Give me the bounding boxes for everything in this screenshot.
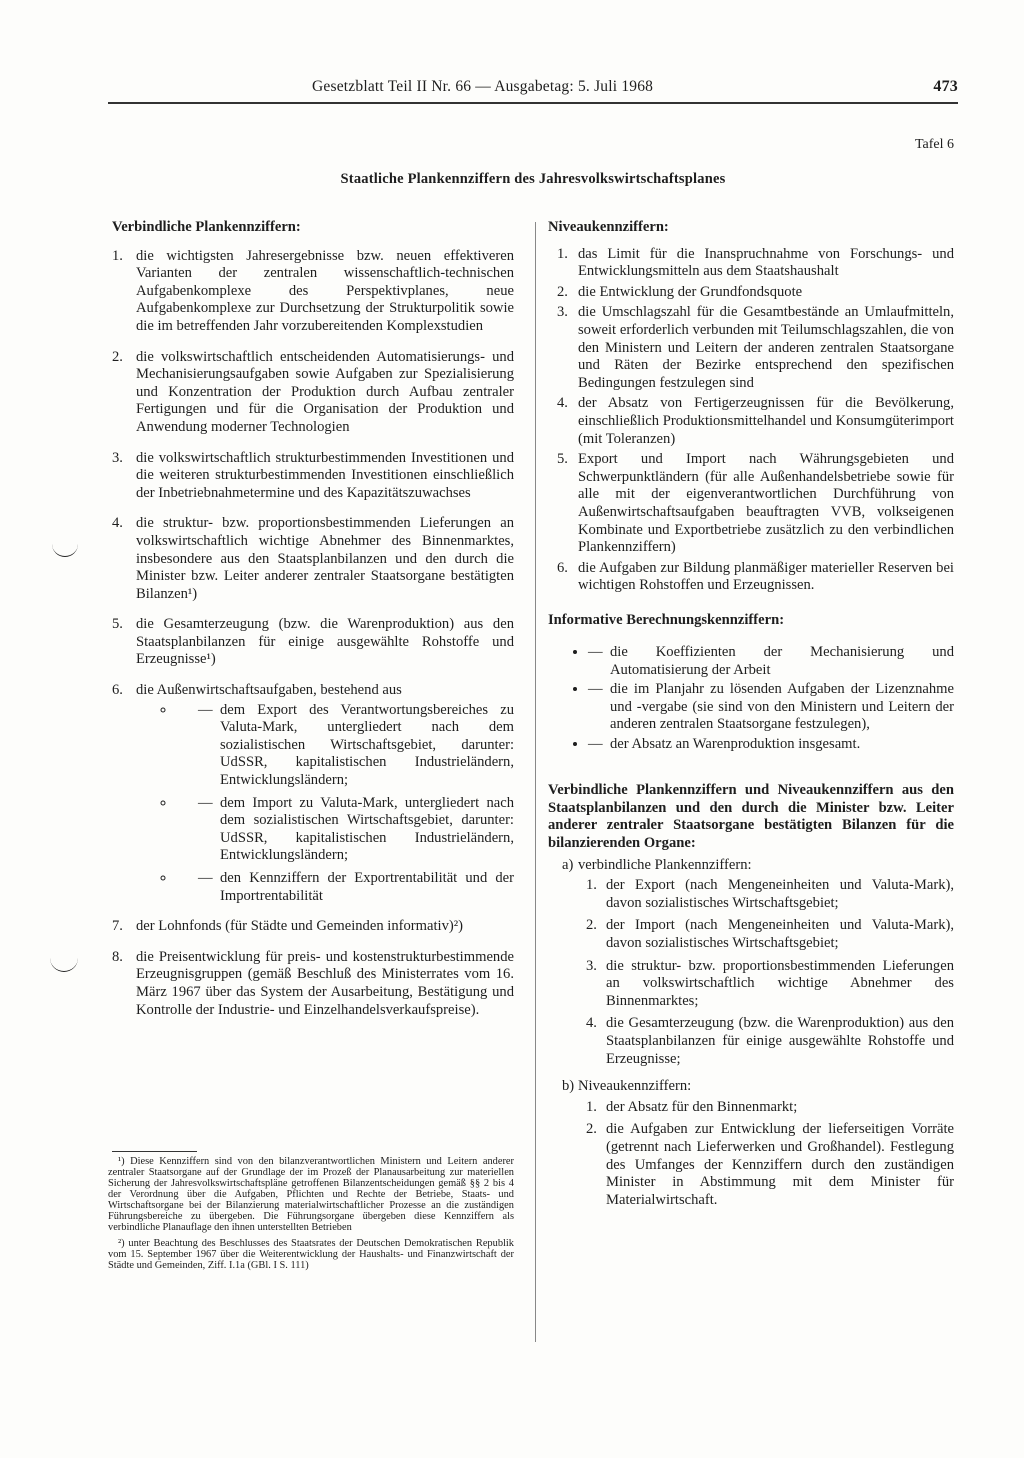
list-item	[588, 681, 954, 734]
section-heading: Verbindliche Plankennziffern und Niveaukennziffern aus den Staatsplanbilanzen und den durch die Minister bzw. Leiter anderer zentraler Staatsorgane bestätigten Bilanzen für die bilanzierenden Organe:	[548, 782, 954, 851]
sub-b-list	[548, 1099, 954, 1210]
item-text: die Aufgaben zur Bildung planmäßiger materieller Reserven bei wichtigen Rohstoffen und Erzeugnissen.	[578, 559, 954, 594]
page-title: Staatliche Plankennziffern des Jahresvolkswirtschaftsplanes	[340, 171, 726, 187]
dash-bullet: ◦ —	[198, 701, 213, 718]
section-heading: Niveaukennziffern:	[548, 219, 669, 235]
item-text: die struktur- bzw. proportionsbestimmenden Lieferungen an volkswirtschaftlich wichtige Abnehmer des Binnenmarktes, insbesondere aus den Staatsplanbilanzen und den durch die Minister bzw. Leiter anderer zentraler Staatsorgane bestätigten Bilanzen¹)	[136, 515, 514, 602]
sub-item-text: dem Import zu Valuta-Mark, untergliedert nach dem sozialistischen Wirtschaftsgebiet, darunter: UdSSR, kapitalistischen Industrieländern, Entwicklungsländern;	[220, 794, 514, 864]
item-number: 5.	[112, 616, 123, 633]
list-item	[548, 304, 954, 392]
list-item	[588, 644, 954, 679]
item-text: die volkswirtschaftlich entscheidenden Automatisierungs- und Mechanisierungsaufgaben sowie Aufgaben zur Spezialisierung und Konzentration der Produktion durch Aufbau zentraler Fertigungen und für die Organisation der Produktion und Anwendung moderner Technologien	[136, 348, 514, 435]
item-text: die im Planjahr zu lösenden Aufgaben der Lizenznahme und -vergabe (sie sind von den Ministern und Leitern der anderen zentralen Staatsorgane festzulegen),	[610, 681, 954, 733]
list-item	[588, 736, 954, 754]
dash-bullet: • —	[588, 681, 603, 698]
sub-section-heading: Niveaukennziffern:	[578, 1078, 692, 1095]
footnotes	[108, 1156, 514, 1276]
item-number: 1.	[586, 877, 597, 894]
item-text: das Limit für die Inanspruchnahme von Forschungs- und Entwicklungsmitteln aus dem Staatshaushalt	[578, 245, 954, 280]
sub-section-b	[548, 1078, 954, 1096]
item-number: 2.	[586, 917, 597, 934]
list-item	[548, 877, 954, 912]
sub-section-label: a)	[562, 856, 574, 873]
item-number: 5.	[557, 451, 568, 468]
page-number: 473	[933, 78, 958, 95]
sub-list	[136, 702, 514, 906]
list-item	[548, 395, 954, 448]
item-number: 8.	[112, 948, 123, 965]
section-heading: Informative Berechnungskennziffern:	[548, 611, 785, 628]
footnote: ²) unter Beachtung des Beschlusses des Staatsrates der Deutschen Demokratischen Republik vom 15. September 1967 über die Weiterentwicklung der Haushalts- und Finanzwirtschaft der Städte und Gemeinden, Ziff. I.1a (GBl. I S. 111)	[108, 1238, 514, 1271]
table-label: Tafel 6	[914, 137, 954, 152]
dash-bullet: • —	[588, 736, 603, 753]
item-number: 2.	[112, 348, 123, 365]
sub-section-heading: verbindliche Plankennziffern:	[578, 856, 752, 873]
list-item	[548, 917, 954, 952]
item-number: 2.	[586, 1121, 597, 1138]
item-number: 1.	[557, 245, 568, 262]
dash-bullet: ◦ —	[198, 794, 213, 811]
list-item	[548, 284, 954, 302]
list-item	[112, 918, 514, 936]
sub-section-a	[548, 857, 954, 875]
sub-item	[176, 795, 514, 865]
footnote-rule	[112, 1151, 197, 1152]
list-item	[112, 450, 514, 503]
list-item	[112, 949, 514, 1019]
list-item	[112, 349, 514, 437]
sub-item-text: den Kennziffern der Exportrentabilität und der Importrentabilität	[220, 870, 514, 904]
margin-pencil-mark	[52, 540, 78, 557]
list-item	[548, 246, 954, 281]
item-number: 3.	[557, 304, 568, 321]
item-text: die Aufgaben zur Entwicklung der lieferseitigen Vorräte (getrennt nach Lieferwerken und Großhandel). Festlegung des Umfanges der Kennziffern durch den zuständigen Minister in Abstimmung mit dem Minister für Materialwirtschaft.	[606, 1121, 954, 1208]
item-text: Export und Import nach Währungsgebieten und Schwerpunktländern (für alle Außenhandelsbetriebe sowie für alle mit der eigenverantwortlichen Durchführung von Außenwirtschaftsaufgaben beauftragten VVB, volkseigenen Kombinate und Exportbetriebe zusätzlich zu den verbindlichen Plankennziffern)	[578, 451, 954, 556]
item-text: der Import (nach Mengeneinheiten und Valuta-Mark), davon sozialistisches Wirtschaftsgebiet;	[606, 917, 954, 951]
list-item	[112, 616, 514, 669]
left-item-list	[112, 248, 514, 1020]
list-item	[548, 451, 954, 557]
dash-bullet: • —	[588, 644, 603, 661]
list-item	[112, 515, 514, 603]
item-text: die volkswirtschaftlich strukturbestimmenden Investitionen und die weiteren strukturbestimmenden Investitionen einschließlich der Inbetriebnahmetermine und des Kapazitätszuwachses	[136, 449, 514, 501]
left-column	[112, 219, 514, 1032]
list-item	[548, 1121, 954, 1209]
item-text: der Lohnfonds (für Städte und Gemeinden informativ)²)	[136, 918, 463, 935]
item-number: 7.	[112, 918, 123, 935]
list-item	[112, 682, 514, 905]
item-text: die Koeffizienten der Mechanisierung und Automatisierung der Arbeit	[610, 644, 954, 678]
item-number: 6.	[112, 682, 123, 699]
informative-list	[548, 644, 954, 754]
sub-section-label: b)	[562, 1078, 575, 1095]
running-title: Gesetzblatt Teil II Nr. 66 — Ausgabetag: 5. Juli 1968	[312, 78, 654, 95]
sub-item-text: dem Export des Verantwortungsbereiches zu Valuta-Mark, untergliedert nach dem sozialistischen Wirtschaftsgebiet, darunter: UdSSR, kapitalistischen Industrieländern, Entwicklungsländern;	[220, 701, 514, 789]
item-number: 2.	[557, 283, 568, 300]
item-number: 4.	[112, 515, 123, 532]
section-heading: Verbindliche Plankennziffern:	[112, 219, 301, 235]
item-text: der Export (nach Mengeneinheiten und Valuta-Mark), davon sozialistisches Wirtschaftsgebiet;	[606, 877, 954, 911]
item-number: 1.	[112, 247, 123, 264]
item-number: 4.	[586, 1015, 597, 1032]
item-text: die Preisentwicklung für preis- und kostenstrukturbestimmende Erzeugnisgruppen (gemäß Beschluß des Ministerrates vom 16. März 1967 über das System der Ausarbeitung, Bestätigung und Kontrolle der Industrie- und Einzelhandelsverkaufspreise).	[136, 948, 514, 1018]
running-header	[108, 76, 958, 104]
item-text: die Entwicklung der Grundfondsquote	[578, 283, 803, 300]
item-text: die Gesamterzeugung (bzw. die Warenproduktion) aus den Staatsplanbilanzen für einige ausgewählte Rohstoffe und Erzeugnisse¹)	[136, 616, 514, 668]
item-text: der Absatz von Fertigerzeugnissen für die Bevölkerung, einschließlich Produktionsmittelhandel und Konsumgüterimport (mit Toleranzen)	[578, 395, 954, 447]
list-item	[548, 958, 954, 1011]
list-item	[112, 248, 514, 336]
item-text: der Absatz an Warenproduktion insgesamt.	[610, 736, 861, 753]
item-text: der Absatz für den Binnenmarkt;	[606, 1098, 798, 1115]
item-number: 1.	[586, 1098, 597, 1115]
item-text: die Umschlagszahl für die Gesamtbestände an Umlaufmitteln, soweit erforderlich verbunden mit Teilumschlagszahlen, die von den Ministern und Leitern der anderen zentralen Staatsorgane und Räten der Bezirke entsprechend den spezifischen Bedingungen festzulegen sind	[578, 304, 954, 391]
item-number: 3.	[112, 449, 123, 466]
column-divider	[535, 222, 536, 1342]
sub-item	[176, 870, 514, 905]
margin-pencil-mark	[50, 955, 78, 972]
item-number: 6.	[557, 559, 568, 576]
footnote: ¹) Diese Kennziffern sind von den bilanzverantwortlichen Ministern und Leitern anderer zentraler Staatsorgane auf der Grundlage der im Prozeß der Planausarbeitung zur materiellen Sicherung der Jahresvolkswirtschaftspläne getroffenen Bilanzentscheidungen gemäß §§ 2 bis 4 der Verordnung über die Aufgaben, Pflichten und Rechte der Betriebe, Staats- und Wirtschaftsorgane bei der Bilanzierung materialwirtschaftlicher Prozesse an die zuständigen Führungsbereiche zu übergeben. Die Führungsorgane übergeben diese Kennziffern als verbindliche Planauflage den ihnen unterstellten Betrieben	[108, 1156, 514, 1233]
item-number: 3.	[586, 957, 597, 974]
item-text: die Gesamterzeugung (bzw. die Warenproduktion) aus den Staatsplanbilanzen für einige ausgewählte Rohstoffe und Erzeugnisse;	[606, 1015, 954, 1067]
item-text: die wichtigsten Jahresergebnisse bzw. neuen effektiveren Varianten der zentralen wissenschaftlich-technischen Aufgabenkomplexe des Perspektivplanes, neue Aufgabenkomplexe zur Durchsetzung der Strukturpolitik sowie die im betreffenden Jahr vorzubereitenden Komplexstudien	[136, 247, 514, 334]
list-item	[548, 1099, 954, 1117]
list-item	[548, 1015, 954, 1068]
item-text: die Außenwirtschaftsaufgaben, bestehend aus	[136, 682, 402, 699]
dash-bullet: ◦ —	[198, 870, 213, 886]
right-column	[548, 219, 954, 1214]
right-item-list	[548, 246, 954, 595]
list-item	[548, 560, 954, 595]
item-text: die struktur- bzw. proportionsbestimmenden Lieferungen an volkswirtschaftlich wichtige Abnehmer des Binnenmarktes;	[606, 957, 954, 1009]
item-number: 4.	[557, 395, 568, 412]
sub-item	[176, 702, 514, 790]
sub-a-list	[548, 877, 954, 1068]
